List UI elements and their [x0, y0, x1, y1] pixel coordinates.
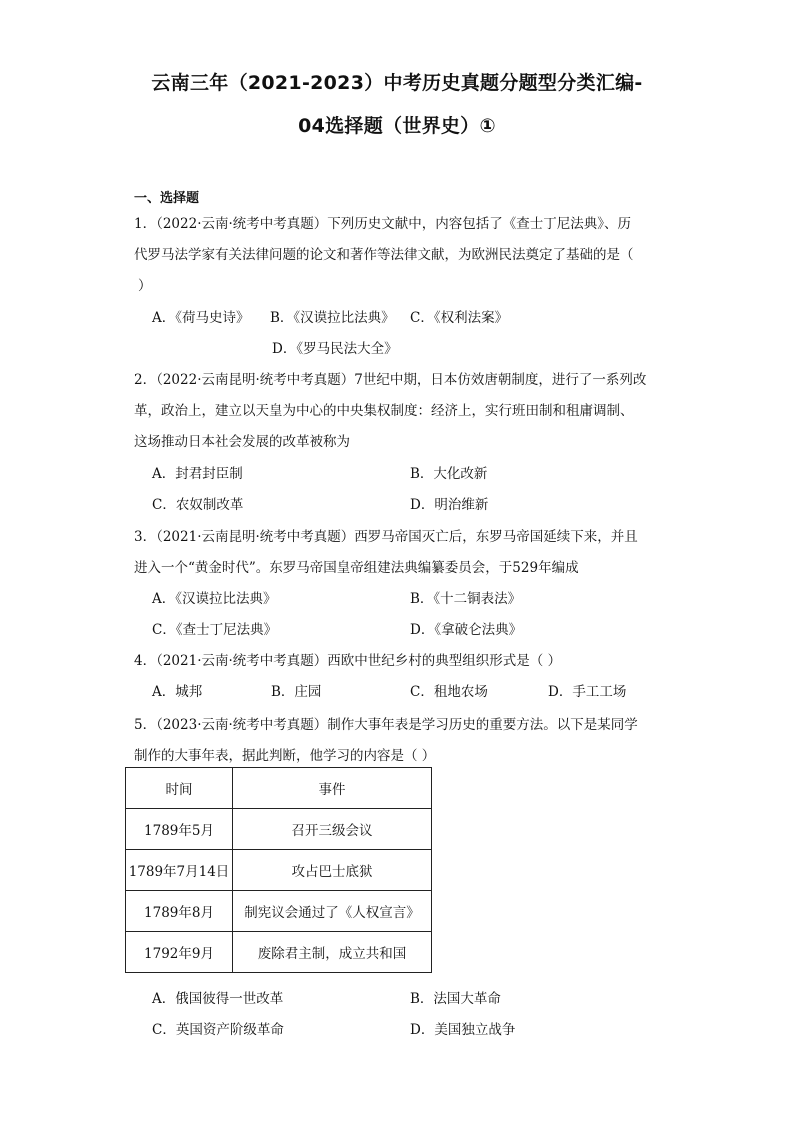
question-2-line-1: 2．（2022·云南昆明·统考中考真题）7世纪中期，日本仿效唐朝制度，进行了一系列改: [134, 372, 647, 388]
question-4-option-c[interactable]: C．租地农场: [410, 684, 488, 700]
question-1-option-d[interactable]: D．《罗马民法大全》: [272, 341, 398, 357]
table-cell-time: 1789年8月: [126, 891, 233, 932]
document-title-line1: 云南三年（2021-2023）中考历史真题分题型分类汇编-: [151, 72, 643, 94]
table-row: [126, 850, 432, 891]
question-1-line-3: ）: [138, 278, 152, 294]
section-heading: 一、选择题: [134, 191, 200, 206]
question-3-option-c[interactable]: C．《查士丁尼法典》: [152, 622, 278, 638]
question-4-option-d[interactable]: D．手工工场: [548, 684, 627, 700]
question-5-option-d[interactable]: D．美国独立战争: [410, 1022, 516, 1038]
table-cell-time: 1792年9月: [126, 932, 233, 973]
question-1-option-b[interactable]: B．《汉谟拉比法典》: [270, 310, 395, 326]
question-5-line-2: 制作的大事年表，据此判断，他学习的内容是（ ）: [134, 748, 436, 764]
question-3-option-d[interactable]: D．《拿破仑法典》: [410, 622, 523, 638]
question-2-line-3: 这场推动日本社会发展的改革被称为: [134, 434, 350, 450]
question-1-option-a[interactable]: A．《荷马史诗》: [152, 310, 250, 326]
question-4-line-1: 4．（2021·云南·统考中考真题）西欧中世纪乡村的典型组织形式是（ ）: [134, 653, 562, 669]
table-cell-time: 1789年5月: [126, 809, 233, 850]
table-cell-event: 废除君主制，成立共和国: [233, 932, 432, 973]
question-4-option-a[interactable]: A．城邦: [152, 684, 203, 700]
chronology-table: [125, 767, 432, 973]
table-cell-event: 召开三级会议: [233, 809, 432, 850]
document-title-line2: 04选择题（世界史）①: [298, 115, 496, 137]
question-3-option-a[interactable]: A．《汉谟拉比法典》: [152, 591, 277, 607]
table-cell-event: 攻占巴士底狱: [233, 850, 432, 891]
table-row: [126, 932, 432, 973]
table-cell-event: 制宪议会通过了《人权宣言》: [233, 891, 432, 932]
table-header-time: 时间: [126, 768, 233, 809]
question-5-option-c[interactable]: C．英国资产阶级革命: [152, 1022, 284, 1038]
question-1-option-c[interactable]: C．《权利法案》: [410, 310, 509, 326]
table-header-event: 事件: [233, 768, 432, 809]
question-1-line-1: 1．（2022·云南·统考中考真题）下列历史文献中，内容包括了《查士丁尼法典》、历: [134, 216, 632, 232]
question-4-option-b[interactable]: B．庄园: [271, 684, 322, 700]
question-3-line-1: 3．（2021·云南昆明·统考中考真题）西罗马帝国灭亡后，东罗马帝国延续下来，并且: [134, 529, 638, 545]
table-header-row: [126, 768, 432, 809]
question-3-option-b[interactable]: B．《十二铜表法》: [410, 591, 522, 607]
table-row: [126, 809, 432, 850]
question-2-option-c[interactable]: C．农奴制改革: [152, 497, 244, 513]
question-2-option-a[interactable]: A．封君封臣制: [152, 466, 243, 482]
question-5-option-b[interactable]: B．法国大革命: [410, 991, 501, 1007]
question-2-option-b[interactable]: B．大化改新: [410, 466, 488, 482]
question-2-line-2: 革，政治上，建立以天皇为中心的中央集权制度：经济上，实行班田制和租庸调制、: [134, 403, 634, 419]
question-1-line-2: 代罗马法学家有关法律问题的论文和著作等法律文献，为欧洲民法奠定了基础的是（: [134, 247, 634, 263]
question-2-option-d[interactable]: D．明治维新: [410, 497, 489, 513]
question-5-option-a[interactable]: A．俄国彼得一世改革: [152, 991, 284, 1007]
question-5-line-1: 5．（2023·云南·统考中考真题）制作大事年表是学习历史的重要方法。以下是某同学: [134, 717, 638, 733]
question-3-line-2: 进入一个“黄金时代”。东罗马帝国皇帝组建法典编纂委员会，于529年编成: [134, 560, 579, 576]
table-row: [126, 891, 432, 932]
table-cell-time: 1789年7月14日: [126, 850, 233, 891]
